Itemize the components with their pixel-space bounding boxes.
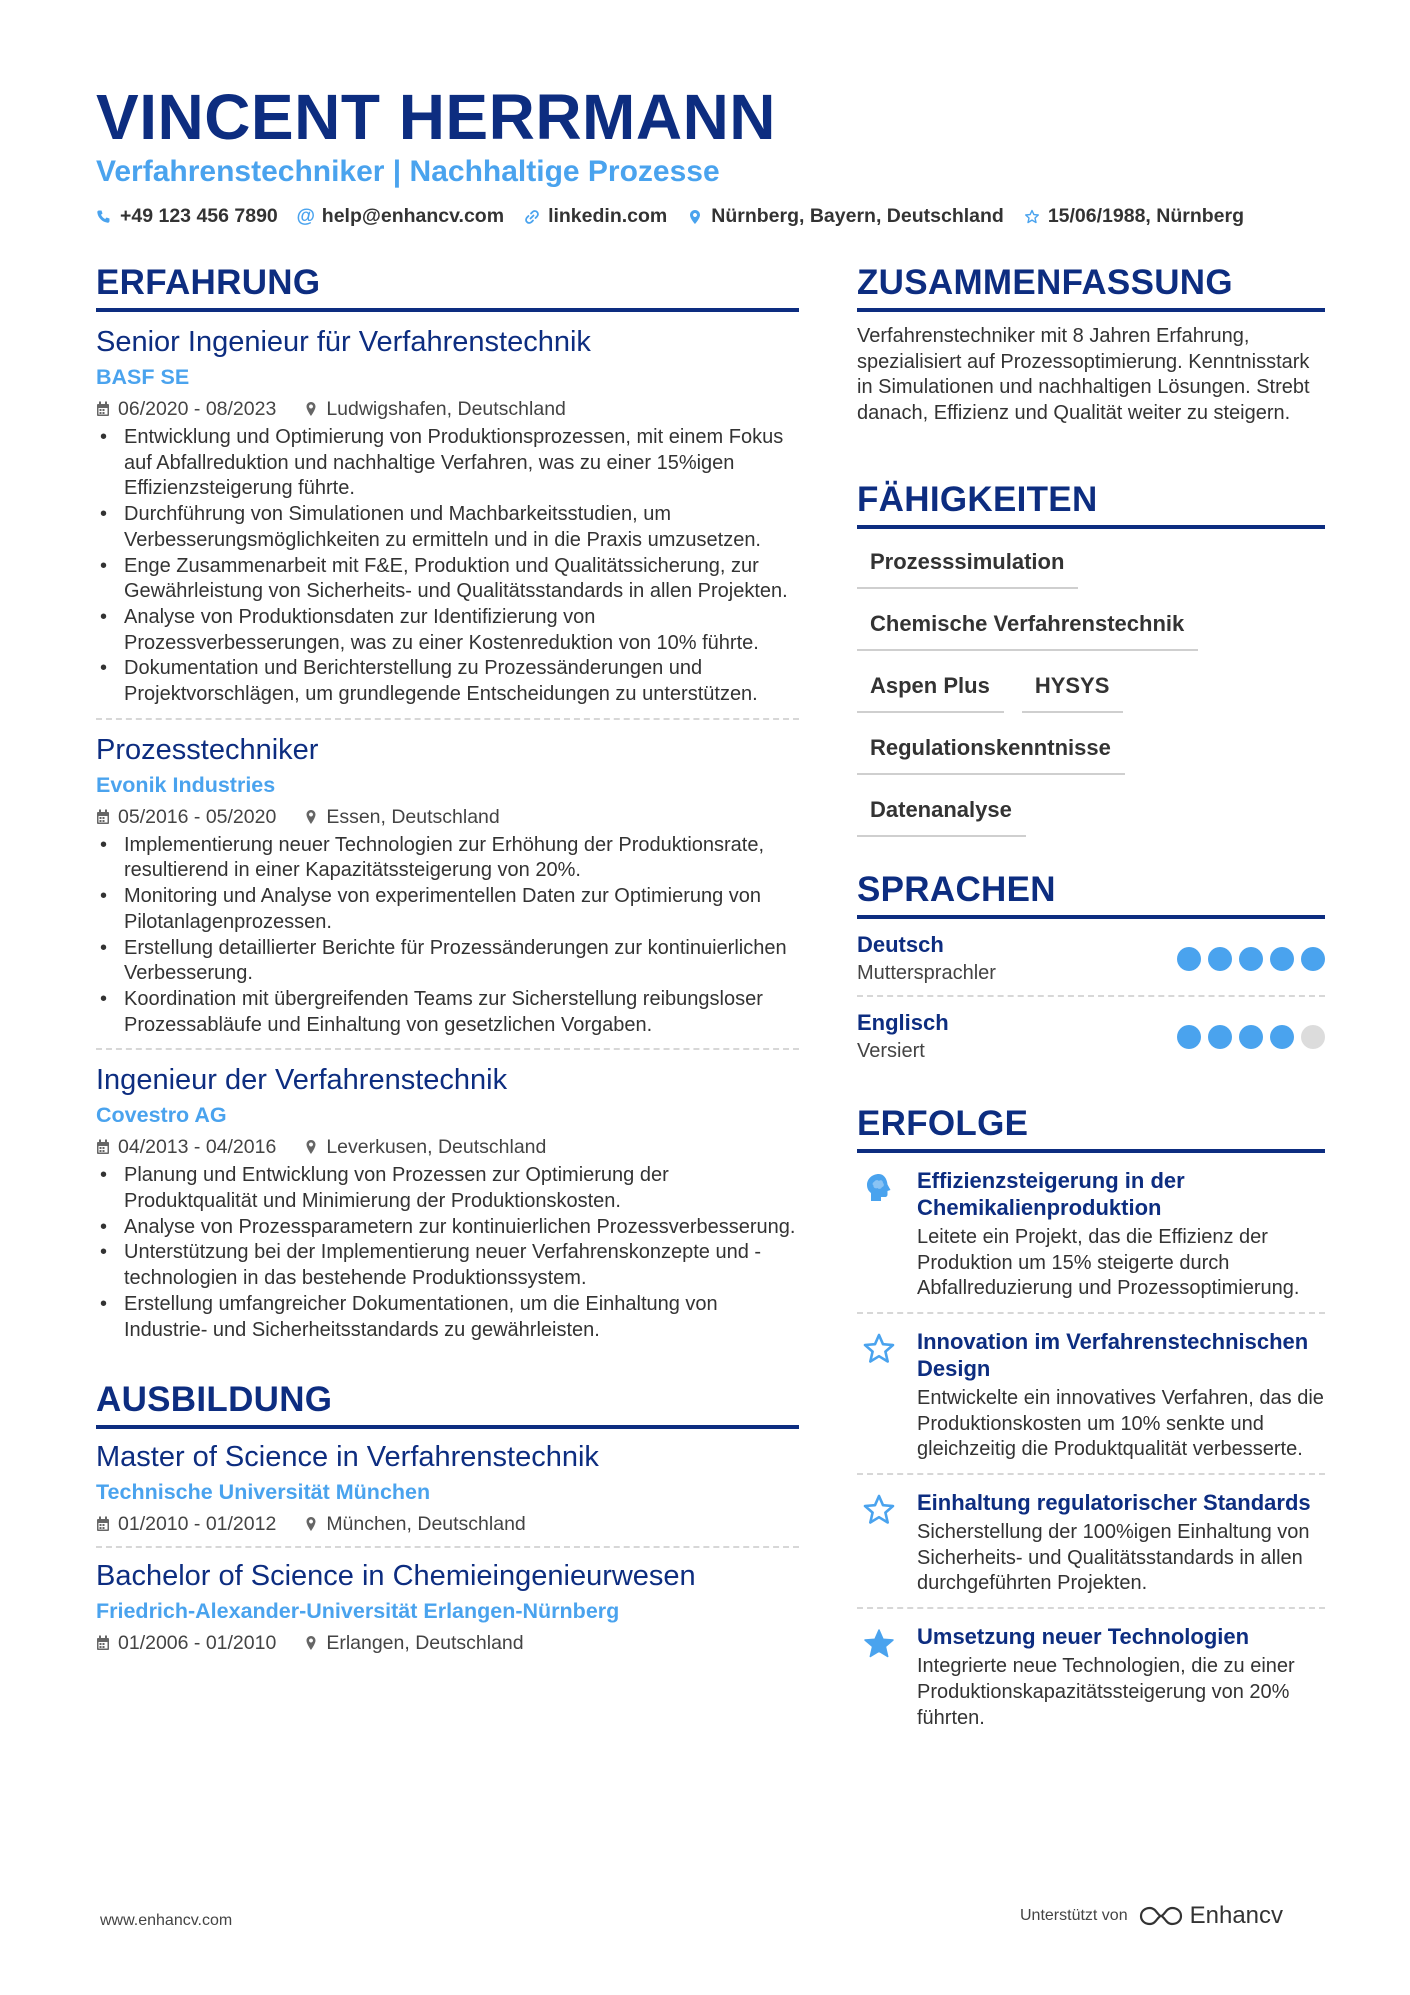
at-icon: @ (296, 205, 316, 227)
enhancv-logo-icon (1138, 1904, 1184, 1928)
contact-linkedin[interactable] (524, 205, 667, 228)
language-rating (1177, 1025, 1325, 1049)
bullet: • Planung und Entwicklung von Prozessen zur Optimierung der Produktqualität und Minimierung der Produktionskosten. (96, 1163, 799, 1214)
rating-dot (1301, 947, 1325, 971)
experience-entry (96, 1050, 799, 1353)
language-entry (857, 997, 1325, 1073)
candidate-title: Verfahrenstechniker | Nachhaltige Prozesse (96, 155, 720, 188)
star-outline-icon (857, 1489, 901, 1597)
brand-name: Enhancv (1189, 1902, 1284, 1929)
contact-bar (96, 205, 1244, 228)
skill-tag: Datenanalyse (857, 789, 1026, 837)
contact-phone[interactable] (96, 205, 278, 228)
location-pin-icon (304, 1139, 318, 1155)
bullet: • Dokumentation und Berichterstellung zu Prozessänderungen und Projektvorschlägen, um grundlegende Entscheidungen zu unterstützen. (96, 656, 799, 707)
linkedin-text: linkedin.com (548, 205, 668, 227)
section-title-summary: ZUSAMMENFASSUNG (857, 262, 1325, 312)
skill-tag: Regulationskenntnisse (857, 727, 1125, 775)
location-pin-icon (304, 401, 318, 417)
language-entry (857, 919, 1325, 997)
achievement-title: Einhaltung regulatorischer Standards (917, 1490, 1311, 1516)
calendar-icon (96, 1635, 110, 1651)
star-outline-icon (857, 1328, 901, 1463)
rating-dot (1301, 1025, 1325, 1049)
education-entry (96, 1548, 799, 1665)
edu-school: Friedrich-Alexander-Universität Erlangen-Nürnberg (96, 1599, 620, 1624)
bullet: • Monitoring und Analyse von experimentellen Daten zur Optimierung von Pilotanlagenprozessen. (96, 884, 799, 935)
calendar-icon (96, 1516, 110, 1532)
bullet: • Entwicklung und Optimierung von Produktionsprozessen, mit einem Fokus auf Abfallreduktion und nachhaltige Verfahren, was zu einer 15%igen Effizienzsteigerung führte. (96, 425, 799, 502)
right-column (857, 262, 1325, 1741)
job-meta (96, 1133, 799, 1161)
section-title-experience: ERFAHRUNG (96, 262, 799, 312)
job-role: Ingenieur der Verfahrenstechnik (96, 1064, 508, 1097)
calendar-icon (96, 809, 110, 825)
skills-list (857, 541, 1325, 837)
footer-url[interactable]: www.enhancv.com (100, 1912, 233, 1929)
bullet: • Enge Zusammenarbeit mit F&E, Produktion und Qualitätssicherung, zur Gewährleistung von Sicherheits- und Qualitätsstandards in allen Projekten. (96, 554, 799, 605)
edu-location: München, Deutschland (326, 1513, 526, 1536)
job-company: Evonik Industries (96, 772, 276, 797)
achievement-title: Innovation im Verfahrenstechnischen Design (917, 1328, 1309, 1381)
bullet: • Implementierung neuer Technologien zur Erhöhung der Produktionsrate, resultierend in einer Kapazitätssteigerung von 20%. (96, 833, 799, 884)
bullet: • Analyse von Prozessparametern zur kontinuierlichen Prozessverbesserung. (96, 1215, 799, 1241)
achievement-desc: Leitete ein Projekt, das die Effizienz der Produktion um 15% steigerte durch Abfallreduzierung und Prozessoptimierung. (917, 1225, 1300, 1300)
rating-dot (1208, 1025, 1232, 1049)
achievement-title: Umsetzung neuer Technologien (917, 1624, 1250, 1650)
job-bullets (96, 1163, 799, 1343)
language-rating (1177, 947, 1325, 971)
skill-tag: HYSYS (1022, 665, 1124, 713)
edu-location: Erlangen, Deutschland (326, 1632, 524, 1655)
edu-meta (96, 1510, 799, 1538)
star-icon (1024, 207, 1040, 227)
location-text: Nürnberg, Bayern, Deutschland (711, 205, 1004, 227)
rating-dot (1239, 947, 1263, 971)
powered-by-text: Unterstützt von (1020, 1907, 1128, 1924)
section-title-education: AUSBILDUNG (96, 1379, 799, 1429)
skill-tag: Prozesssimulation (857, 541, 1078, 589)
job-location: Leverkusen, Deutschland (326, 1136, 547, 1159)
location-pin-icon (304, 809, 318, 825)
candidate-name: VINCENT HERRMANN (96, 81, 776, 153)
job-meta (96, 395, 799, 423)
language-name: Englisch (857, 1009, 949, 1035)
calendar-icon (96, 1139, 110, 1155)
contact-birth (1024, 205, 1244, 228)
edu-school: Technische Universität München (96, 1480, 431, 1505)
education-entry (96, 1429, 799, 1548)
job-bullets (96, 425, 799, 708)
experience-entry (96, 720, 799, 1051)
job-meta (96, 803, 799, 831)
language-name: Deutsch (857, 931, 944, 957)
achievement-entry (857, 1609, 1325, 1741)
achievement-desc: Entwickelte ein innovatives Verfahren, das die Produktionskosten um 10% senkte und gleichzeitig die Produktqualität verbesserte. (917, 1386, 1324, 1461)
edu-meta (96, 1629, 799, 1657)
bullet: • Analyse von Produktionsdaten zur Identifizierung von Prozessverbesserungen, was zu einer Kostenreduktion von 10% führte. (96, 605, 799, 656)
job-company: Covestro AG (96, 1103, 227, 1128)
achievement-entry (857, 1475, 1325, 1609)
bullet: • Koordination mit übergreifenden Teams zur Sicherstellung reibungsloser Prozessabläufe und Einhaltung von gesetzlichen Vorgaben. (96, 987, 799, 1038)
brain-icon (857, 1167, 901, 1302)
achievement-entry (857, 1314, 1325, 1475)
contact-location (687, 205, 1004, 228)
bullet: • Durchführung von Simulationen und Machbarkeitsstudien, um Verbesserungsmöglichkeiten zu ermitteln und in die Praxis umzusetzen. (96, 502, 799, 553)
job-bullets (96, 833, 799, 1039)
edu-degree: Master of Science in Verfahrenstechnik (96, 1441, 599, 1474)
rating-dot (1270, 1025, 1294, 1049)
job-dates: 05/2016 - 05/2020 (118, 805, 277, 828)
summary-text: Verfahrenstechniker mit 8 Jahren Erfahrung, spezialisiert auf Prozessoptimierung. Kenntnisstark in Simulationen und nachhaltigen Lösungen. Strebt danach, Effizienz und Qualität weiter zu steigern. (857, 325, 1310, 425)
rating-dot (1177, 1025, 1201, 1049)
skill-tag: Aspen Plus (857, 665, 1004, 713)
location-pin-icon (304, 1635, 318, 1651)
bullet: • Erstellung detaillierter Berichte für Prozessänderungen zur kontinuierlichen Verbesserung. (96, 936, 799, 987)
section-title-achievements: ERFOLGE (857, 1103, 1325, 1153)
achievement-desc: Sicherstellung der 100%igen Einhaltung von Sicherheits- und Qualitätsstandards in allen durchgeführten Projekten. (917, 1521, 1310, 1595)
bullet: • Unterstützung bei der Implementierung neuer Verfahrenskonzepte und -technologien in das bestehende Produktionssystem. (96, 1240, 799, 1291)
rating-dot (1270, 947, 1294, 971)
location-pin-icon (687, 207, 703, 227)
achievement-desc: Integrierte neue Technologien, die zu einer Produktionskapazitätssteigerung von 20% führten. (917, 1655, 1295, 1729)
job-role: Senior Ingenieur für Verfahrenstechnik (96, 326, 591, 358)
job-location: Ludwigshafen, Deutschland (326, 398, 566, 420)
location-pin-icon (304, 1516, 318, 1532)
language-level: Muttersprachler (857, 961, 996, 984)
rating-dot (1239, 1025, 1263, 1049)
contact-email[interactable] (298, 205, 504, 228)
calendar-icon (96, 401, 110, 417)
edu-degree: Bachelor of Science in Chemieingenieurwesen (96, 1560, 696, 1593)
skill-tag: Chemische Verfahrenstechnik (857, 603, 1198, 651)
job-dates: 06/2020 - 08/2023 (118, 398, 277, 420)
job-role: Prozesstechniker (96, 733, 319, 766)
footer-brand (1020, 1902, 1283, 1930)
job-company: BASF SE (96, 365, 190, 389)
link-icon (524, 207, 540, 227)
section-title-languages: SPRACHEN (857, 869, 1325, 919)
experience-entry (96, 312, 799, 720)
achievement-entry (857, 1153, 1325, 1314)
achievement-title: Effizienzsteigerung in der Chemikalienproduktion (917, 1167, 1185, 1220)
phone-icon (96, 207, 112, 227)
job-location: Essen, Deutschland (326, 805, 500, 828)
edu-dates: 01/2006 - 01/2010 (118, 1632, 277, 1655)
left-column (96, 262, 799, 1665)
section-title-skills: FÄHIGKEITEN (857, 479, 1325, 529)
rating-dot (1208, 947, 1232, 971)
birth-text: 15/06/1988, Nürnberg (1047, 205, 1245, 227)
enhancv-logo[interactable] (1138, 1902, 1283, 1930)
rating-dot (1177, 947, 1201, 971)
star-filled-icon (857, 1623, 901, 1731)
bullet: • Erstellung umfangreicher Dokumentationen, um die Einhaltung von Industrie- und Sicherheitsstandards zu gewährleisten. (96, 1292, 799, 1343)
language-level: Versiert (857, 1039, 925, 1062)
phone-text: +49 123 456 7890 (120, 205, 278, 227)
edu-dates: 01/2010 - 01/2012 (118, 1513, 277, 1536)
job-dates: 04/2013 - 04/2016 (118, 1136, 277, 1159)
email-text: help@enhancv.com (321, 205, 505, 227)
